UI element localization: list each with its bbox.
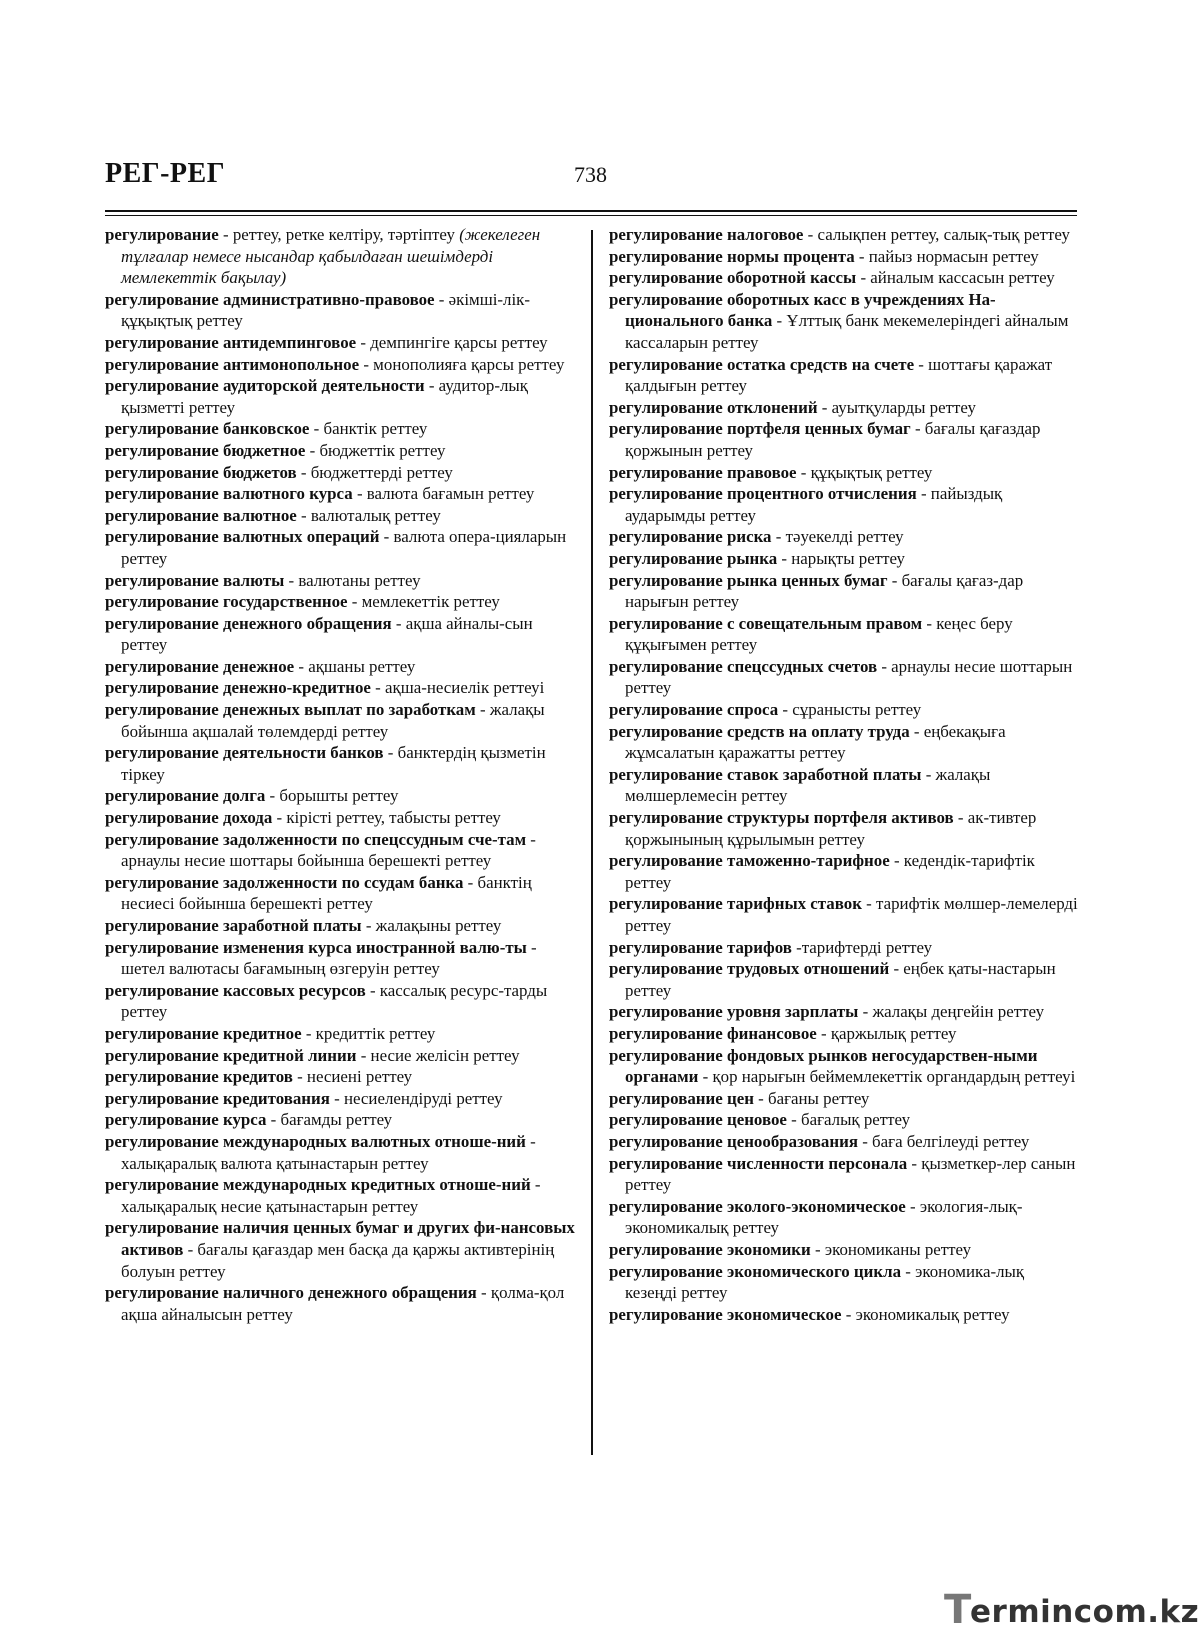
dictionary-entry (105, 915, 575, 937)
dictionary-entry (105, 418, 575, 440)
dictionary-entry (105, 1217, 575, 1282)
entry-term: регулирование налоговое (609, 225, 804, 244)
entry-term: регулирование банковское (105, 419, 310, 439)
entry-definition: - жалақы бойынша ақшалай төлемдерді реттеу (121, 700, 545, 741)
entry-definition: - несиелендіруді реттеу (329, 1088, 503, 1108)
entry-definition: - банктік реттеу (309, 419, 428, 439)
dictionary-entry (609, 483, 1079, 526)
terminkom-logo (944, 1587, 1199, 1633)
entry-term: регулирование ставок заработной платы (609, 764, 922, 784)
entry-term: регулирование административно-правовое (105, 289, 435, 309)
entry-definition: - қызметкер-лер санын реттеу (625, 1153, 1076, 1195)
entry-term: регулирование тарифов (609, 937, 792, 957)
dictionary-entry (105, 354, 575, 376)
entry-definition: - демпингіге қарсы реттеу (356, 332, 548, 352)
entry-term: регулирование правовое (609, 462, 797, 482)
entry-term: регулирование денежно-кредитное (105, 678, 371, 698)
dictionary-entry (609, 1153, 1079, 1196)
entry-definition: - бағалы қағаз-дар нарығын реттеу (625, 570, 1024, 612)
dictionary-entry (609, 397, 1079, 419)
entry-term: регулирование таможенно-тарифное (609, 851, 890, 871)
entry-definition: - арнаулы несие шоттарын реттеу (625, 656, 1073, 698)
entry-term: регулирование курса (105, 1110, 267, 1130)
entry-definition: - нарықты реттеу (777, 548, 905, 568)
dictionary-entry (105, 677, 575, 699)
dictionary-entry (609, 289, 1079, 354)
entry-term: регулирование рынка ценных бумаг (609, 570, 888, 590)
dictionary-entry (105, 937, 575, 980)
header-rule-top (105, 210, 1077, 212)
entry-definition: - әкімші-лік-құқықтық реттеу (121, 289, 530, 331)
entry-definition: - жалақы деңгейін реттеу (858, 1002, 1045, 1022)
entry-term: регулирование трудовых отношений (609, 959, 890, 979)
dictionary-entry (609, 1239, 1079, 1261)
entry-term: регулирование валютных операций (105, 527, 380, 547)
entry-definition: - айналым кассасын реттеу (856, 268, 1055, 288)
entry-term: регулирование заработной платы (105, 916, 362, 935)
dictionary-entry (105, 1174, 575, 1217)
entry-term: регулирование экономическое (609, 1304, 842, 1324)
entry-definition: - кеңес беру құқығымен реттеу (625, 613, 1013, 655)
right-column (609, 224, 1079, 1325)
dictionary-entry (105, 505, 575, 527)
entry-definition: - салықпен реттеу, салық-тық реттеу (803, 225, 1070, 244)
entry-definition: - экология-лық-экономикалық реттеу (625, 1196, 1023, 1238)
entry-term: регулирование кредитное (105, 1023, 302, 1043)
dictionary-entry (105, 570, 575, 592)
entry-term: регулирование структуры портфеля активов (609, 808, 954, 828)
logo-text: ermincom.kz (970, 1594, 1199, 1630)
dictionary-entry (105, 462, 575, 484)
dictionary-entry (105, 1023, 575, 1045)
entry-term: регулирование кредитования (105, 1088, 330, 1108)
entry-definition: - ақшаны реттеу (294, 656, 416, 676)
entry-term: регулирование остатка средств на счете (609, 354, 915, 374)
entry-term: регулирование портфеля ценных бумаг (609, 419, 911, 439)
entry-definition: - валюта опера-цияларын реттеу (121, 527, 567, 568)
dictionary-entry (609, 850, 1079, 893)
dictionary-entry (105, 224, 575, 289)
entry-definition: - құқықтық реттеу (796, 462, 933, 482)
entry-term: регулирование валютное (105, 505, 297, 525)
entry-term: регулирование фондовых рынков негосударствен-ными органами (609, 1045, 1038, 1087)
entry-definition: - еңбекақыға жұмсалатын қаражатты реттеу (625, 721, 1006, 763)
entry-definition: - монополияға қарсы реттеу (359, 354, 565, 374)
left-column (105, 224, 575, 1325)
dictionary-entry (105, 1088, 575, 1110)
dictionary-entry (609, 224, 1079, 246)
entry-definition: - кассалық ресурс-тарды реттеу (121, 980, 548, 1022)
dictionary-entry (609, 656, 1079, 699)
entry-definition: - пайыз нормасын реттеу (854, 246, 1039, 266)
entry-term: регулирование кредитной линии (105, 1045, 357, 1065)
dictionary-entry (609, 354, 1079, 397)
entry-term: регулирование задолженности по ссудам банка (105, 872, 464, 892)
entry-term: регулирование (105, 225, 219, 244)
entry-definition: - ақша-несиелік реттеуі (370, 678, 545, 698)
entry-definition: - банктің несиесі бойынша берешекті реттеу (121, 872, 532, 914)
dictionary-entry (609, 1001, 1079, 1023)
entry-definition: - Ұлттық банк мекемелеріндегі айналым кассаларын реттеу (625, 311, 1069, 352)
page-number: 738 (574, 162, 607, 187)
entry-definition: - еңбек қаты-настарын реттеу (625, 959, 1056, 1000)
dictionary-entry (609, 462, 1079, 484)
entry-term: регулирование оборотных касс в учреждениях На-ционального банка (609, 289, 996, 331)
entry-term: регулирование международных кредитных отноше-ний (105, 1175, 531, 1195)
entry-term: регулирование кассовых ресурсов (105, 980, 366, 1000)
entry-definition: - валюта бағамын реттеу (352, 484, 535, 504)
entry-term: регулирование численности персонала (609, 1153, 908, 1173)
entry-definition: - кредиттік реттеу (301, 1023, 436, 1043)
dictionary-entry (105, 375, 575, 418)
entry-definition: - бюджеттерді реттеу (296, 462, 453, 482)
dictionary-entry (609, 1261, 1079, 1304)
dictionary-entry (105, 980, 575, 1023)
entry-definition: - бағамды реттеу (266, 1110, 393, 1130)
entry-term: регулирование экономики (609, 1239, 811, 1259)
entry-note: (жекелеген тұлғалар немесе нысандар қабылдаған шешімдерді мемлекеттік бақылау) (121, 225, 541, 288)
entry-definition: - кірісті реттеу, табысты реттеу (272, 808, 501, 828)
dictionary-entry (105, 785, 575, 807)
entry-term: регулирование тарифных ставок (609, 894, 862, 914)
entry-term: регулирование долга (105, 786, 266, 806)
entry-definition: - жалақы мөлшерлемесін реттеу (625, 764, 991, 806)
entry-definition: - борышты реттеу (265, 786, 399, 806)
entry-definition: - ак-тивтер қоржынының құрылымын реттеу (625, 808, 1037, 849)
dictionary-entry (609, 1109, 1079, 1131)
entry-definition: - шетел валютасы бағамының өзгеруін реттеу (121, 937, 537, 979)
dictionary-entry (105, 1066, 575, 1088)
dictionary-entry (609, 721, 1079, 764)
header-rule-bottom (105, 215, 1077, 216)
entry-term: регулирование международных валютных отноше-ний (105, 1131, 526, 1151)
entry-term: регулирование отклонений (609, 397, 818, 417)
entry-term: регулирование бюджетное (105, 440, 306, 460)
logo-mark: T (944, 1587, 972, 1633)
dictionary-entry (609, 267, 1079, 289)
entry-term: регулирование цен (609, 1088, 754, 1108)
entry-definition: - қор нарығын беймемлекеттік органдардың реттеуі (698, 1067, 1076, 1087)
dictionary-entry (105, 656, 575, 678)
entry-definition: - сұранысты реттеу (778, 700, 922, 720)
entry-definition: - халықаралық несие қатынастарын реттеу (121, 1175, 541, 1216)
entry-term: регулирование антимонопольное (105, 354, 360, 374)
entry-definition: - бағалық реттеу (786, 1110, 911, 1130)
entry-term: регулирование антидемпинговое (105, 332, 357, 352)
entry-definition: - экономикалық реттеу (841, 1304, 1010, 1324)
dictionary-entry (105, 872, 575, 915)
entry-term: регулирование спецссудных счетов (609, 656, 878, 676)
entry-definition: - валютаны реттеу (284, 570, 421, 590)
entry-definition: - қолма-қол ақша айналысын реттеу (121, 1283, 565, 1324)
dictionary-entry (609, 893, 1079, 936)
entry-definition: - ақша айналы-сын реттеу (121, 613, 533, 655)
entry-definition: - пайыздық аударымды реттеу (625, 484, 1003, 525)
entry-definition: - бағалы қағаздар қоржынын реттеу (625, 419, 1041, 460)
entry-definition: - арнаулы несие шоттары бойынша берешекті реттеу (121, 829, 536, 871)
entry-term: регулирование наличного денежного обращения (105, 1283, 477, 1303)
entry-definition: - несиені реттеу (292, 1067, 413, 1087)
entry-term: регулирование деятельности банков (105, 743, 384, 763)
entry-definition: - қаржылық реттеу (816, 1023, 957, 1043)
dictionary-entry (105, 1282, 575, 1325)
dictionary-entry (105, 526, 575, 569)
entry-definition: - бюджеттік реттеу (305, 440, 446, 460)
dictionary-entry (609, 526, 1079, 548)
entry-term: регулирование валюты (105, 570, 285, 590)
column-divider (591, 230, 593, 1455)
dictionary-entry (609, 548, 1079, 570)
entry-definition: - шоттағы қаражат қалдығын реттеу (625, 354, 1053, 396)
entry-definition: - ауытқуларды реттеу (817, 397, 976, 417)
entry-term: регулирование валютного курса (105, 484, 353, 504)
entry-term: регулирование изменения курса иностранной валю-ты (105, 937, 527, 957)
dictionary-entry (609, 1131, 1079, 1153)
entry-definition: - мемлекеттік реттеу (347, 592, 500, 612)
dictionary-entry (609, 418, 1079, 461)
entry-term: регулирование с совещательным правом (609, 613, 923, 633)
entry-term: регулирование ценовое (609, 1110, 787, 1130)
entry-term: регулирование спроса (609, 700, 779, 720)
dictionary-entry (105, 699, 575, 742)
dictionary-entry (105, 289, 575, 332)
entry-definition: - кедендік-тарифтік реттеу (625, 851, 1035, 892)
entry-term: регулирование денежное (105, 656, 295, 676)
entry-definition: - бағаны реттеу (753, 1088, 870, 1108)
dictionary-entry (609, 699, 1079, 721)
entry-definition: - баға белгілеуді реттеу (857, 1131, 1030, 1151)
dictionary-entry (609, 1088, 1079, 1110)
entry-term: регулирование задолженности по спецссудным сче-там (105, 829, 527, 849)
dictionary-entry (609, 1196, 1079, 1239)
dictionary-entry (609, 958, 1079, 1001)
dictionary-entry (105, 613, 575, 656)
dictionary-entry (105, 1131, 575, 1174)
dictionary-entry (105, 483, 575, 505)
entry-definition: - тәуекелді реттеу (771, 527, 904, 547)
entry-definition: - тарифтік мөлшер-лемелерді реттеу (625, 894, 1078, 935)
dictionary-entry (609, 246, 1079, 268)
entry-definition: - несие желісін реттеу (356, 1045, 520, 1065)
entry-term: регулирование государственное (105, 592, 348, 612)
dictionary-entry (105, 742, 575, 785)
entry-term: регулирование рынка (609, 548, 778, 568)
entry-definition: - валюталық реттеу (296, 505, 441, 525)
entry-definition: - экономиканы реттеу (810, 1239, 972, 1259)
entry-term: регулирование эколого-экономическое (609, 1196, 906, 1216)
dictionary-entry (609, 807, 1079, 850)
entry-term: регулирование риска (609, 527, 772, 547)
dictionary-entry (609, 1304, 1079, 1326)
entry-term: регулирование наличия ценных бумаг и других фи-нансовых активов (105, 1218, 575, 1259)
entry-definition: - халықаралық валюта қатынастарын реттеу (121, 1131, 536, 1173)
dictionary-entry (609, 1023, 1079, 1045)
entry-term: регулирование уровня зарплаты (609, 1002, 859, 1022)
entry-definition: - жалақыны реттеу (361, 916, 502, 935)
entry-term: регулирование нормы процента (609, 246, 855, 266)
entry-definition: -тарифтерді реттеу (791, 937, 933, 957)
entry-term: регулирование ценообразования (609, 1131, 858, 1151)
dictionary-entry (105, 1045, 575, 1067)
dictionary-entry (609, 613, 1079, 656)
entry-term: регулирование процентного отчисления (609, 484, 917, 504)
dictionary-entry (609, 764, 1079, 807)
entry-definition: - аудитор-лық қызметті реттеу (121, 376, 528, 417)
dictionary-entry (105, 807, 575, 829)
entry-term: регулирование денежного обращения (105, 613, 392, 633)
entry-definition: - бағалы қағаздар мен басқа да қаржы активтерінің болуын реттеу (121, 1239, 555, 1281)
dictionary-entry (105, 332, 575, 354)
entry-term: регулирование экономического цикла (609, 1261, 902, 1281)
dictionary-entry (609, 570, 1079, 613)
entry-term: регулирование денежных выплат по заработкам (105, 700, 476, 720)
entry-definition: - экономика-лық кезеңді реттеу (625, 1261, 1025, 1303)
dictionary-entry (609, 937, 1079, 959)
entry-term: регулирование средств на оплату труда (609, 721, 910, 741)
dictionary-entry (609, 1045, 1079, 1088)
entry-term: регулирование аудиторской деятельности (105, 376, 425, 396)
dictionary-entry (105, 829, 575, 872)
dictionary-entry (105, 1109, 575, 1131)
entry-term: регулирование финансовое (609, 1023, 817, 1043)
entry-definition: - банктердің қызметін тіркеу (121, 743, 546, 784)
entry-term: регулирование бюджетов (105, 462, 297, 482)
dictionary-entry (105, 591, 575, 613)
dictionary-entry (105, 440, 575, 462)
entry-term: регулирование оборотной кассы (609, 268, 857, 288)
page-header-title: РЕГ-РЕГ (105, 158, 226, 189)
entry-term: регулирование дохода (105, 808, 273, 828)
entry-definition: - реттеу, ретке келтіру, тәртіптеу (218, 225, 460, 244)
entry-term: регулирование кредитов (105, 1067, 293, 1087)
